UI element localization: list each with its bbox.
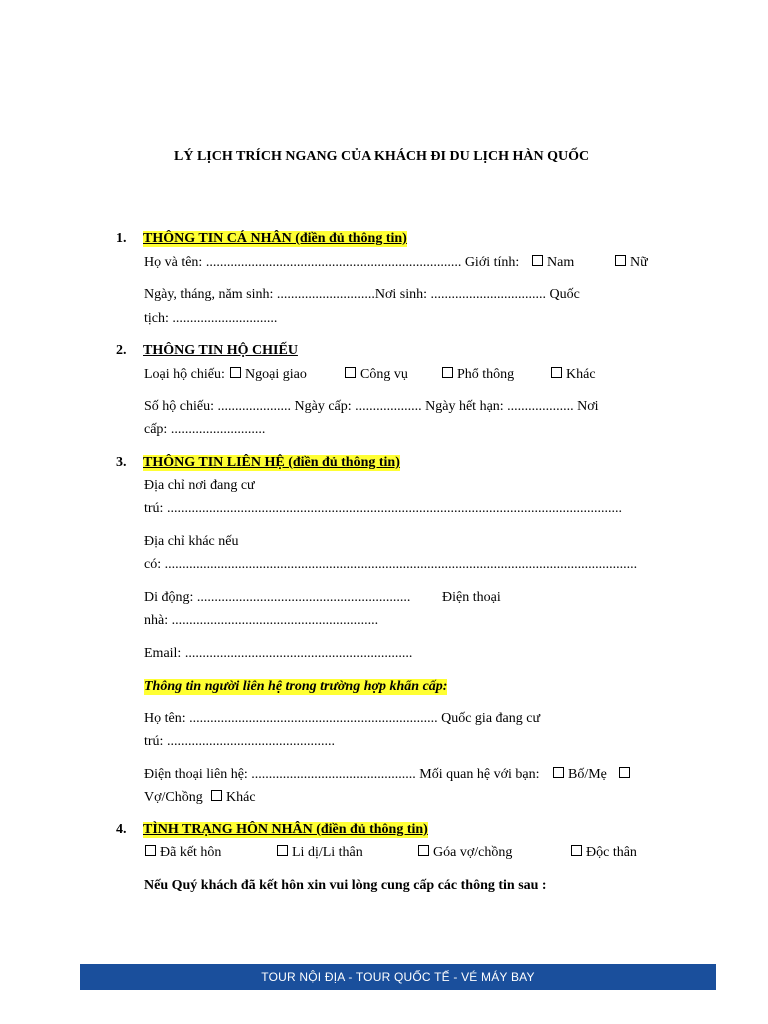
passport-ordinary-checkbox[interactable]: Phổ thông xyxy=(442,367,514,383)
passport-details-field[interactable]: Số hộ chiếu: ..................... Ngày cấp: ................... Ngày hết hạn: ................... Nơi xyxy=(144,399,599,414)
section-1-number: 1. xyxy=(116,231,127,246)
relation-other-checkbox[interactable]: Khác xyxy=(211,790,256,806)
section-4-number: 4. xyxy=(116,822,127,837)
address-label: Địa chỉ nơi đang cư xyxy=(144,478,255,493)
married-checkbox[interactable]: Đã kết hôn xyxy=(145,845,221,861)
relation-spouse-checkbox-box[interactable] xyxy=(619,767,634,783)
emergency-country-field[interactable]: trú: ................................................ xyxy=(144,734,335,749)
passport-diplomatic-checkbox[interactable]: Ngoại giao xyxy=(230,367,307,383)
home-phone-label: Điện thoại xyxy=(442,590,501,605)
emergency-phone-field[interactable]: Điện thoại liên hệ: ............................................... Mối quan hệ với bạn: xyxy=(144,767,540,782)
fullname-field[interactable]: Họ và tên: ......................................................................... Giới tính: xyxy=(144,255,520,270)
birth-info-field[interactable]: Ngày, tháng, năm sinh: ............................Nơi sinh: ................................. Quốc xyxy=(144,287,580,302)
other-address-label: Địa chỉ khác nếu xyxy=(144,534,239,549)
emergency-contact-heading: Thông tin người liên hệ trong trường hợp khẩn cấp: xyxy=(144,679,448,694)
married-note: Nếu Quý khách đã kết hôn xin vui lòng cung cấp các thông tin sau : xyxy=(144,878,547,893)
single-checkbox[interactable]: Độc thân xyxy=(571,845,637,861)
divorced-checkbox[interactable]: Li dị/Li thân xyxy=(277,845,363,861)
passport-official-checkbox[interactable]: Công vụ xyxy=(345,367,408,383)
address-field[interactable]: trú: .................................................................................................................................. xyxy=(144,501,622,516)
section-2-title: THÔNG TIN HỘ CHIẾU xyxy=(143,343,298,358)
section-3-title: THÔNG TIN LIÊN HỆ (điền đủ thông tin) xyxy=(143,455,400,470)
gender-female-checkbox[interactable]: Nữ xyxy=(615,255,648,271)
relation-parent-checkbox[interactable]: Bố/Mẹ xyxy=(553,767,607,783)
email-field[interactable]: Email: ................................................................. xyxy=(144,646,413,661)
section-1-title: THÔNG TIN CÁ NHÂN (điền đủ thông tin) xyxy=(143,231,407,246)
home-phone-field[interactable]: nhà: ........................................................... xyxy=(144,613,379,628)
section-2-number: 2. xyxy=(116,343,127,358)
footer-banner: TOUR NỘI ĐỊA - TOUR QUỐC TẾ - VÉ MÁY BAY xyxy=(80,964,716,990)
other-address-field[interactable]: có: ....................................................................................................................................... xyxy=(144,557,638,572)
gender-male-checkbox[interactable]: Nam xyxy=(532,255,574,271)
section-4-title: TÌNH TRẠNG HÔN NHÂN (điền đủ thông tin) xyxy=(143,822,428,837)
widowed-checkbox[interactable]: Góa vợ/chồng xyxy=(418,845,512,861)
page-title: LÝ LỊCH TRÍCH NGANG CỦA KHÁCH ĐI DU LỊCH HÀN QUỐC xyxy=(174,149,590,164)
emergency-name-field[interactable]: Họ tên: ....................................................................... Quốc gia đang cư xyxy=(144,711,541,726)
mobile-field[interactable]: Di động: ............................................................. xyxy=(144,590,411,605)
nationality-field[interactable]: tịch: .............................. xyxy=(144,311,278,326)
passport-issue-place-field[interactable]: cấp: ........................... xyxy=(144,422,266,437)
relation-spouse-label: Vợ/Chồng xyxy=(144,790,203,805)
section-3-number: 3. xyxy=(116,455,127,470)
passport-type-label: Loại hộ chiếu: xyxy=(144,367,225,382)
passport-other-checkbox[interactable]: Khác xyxy=(551,367,596,383)
